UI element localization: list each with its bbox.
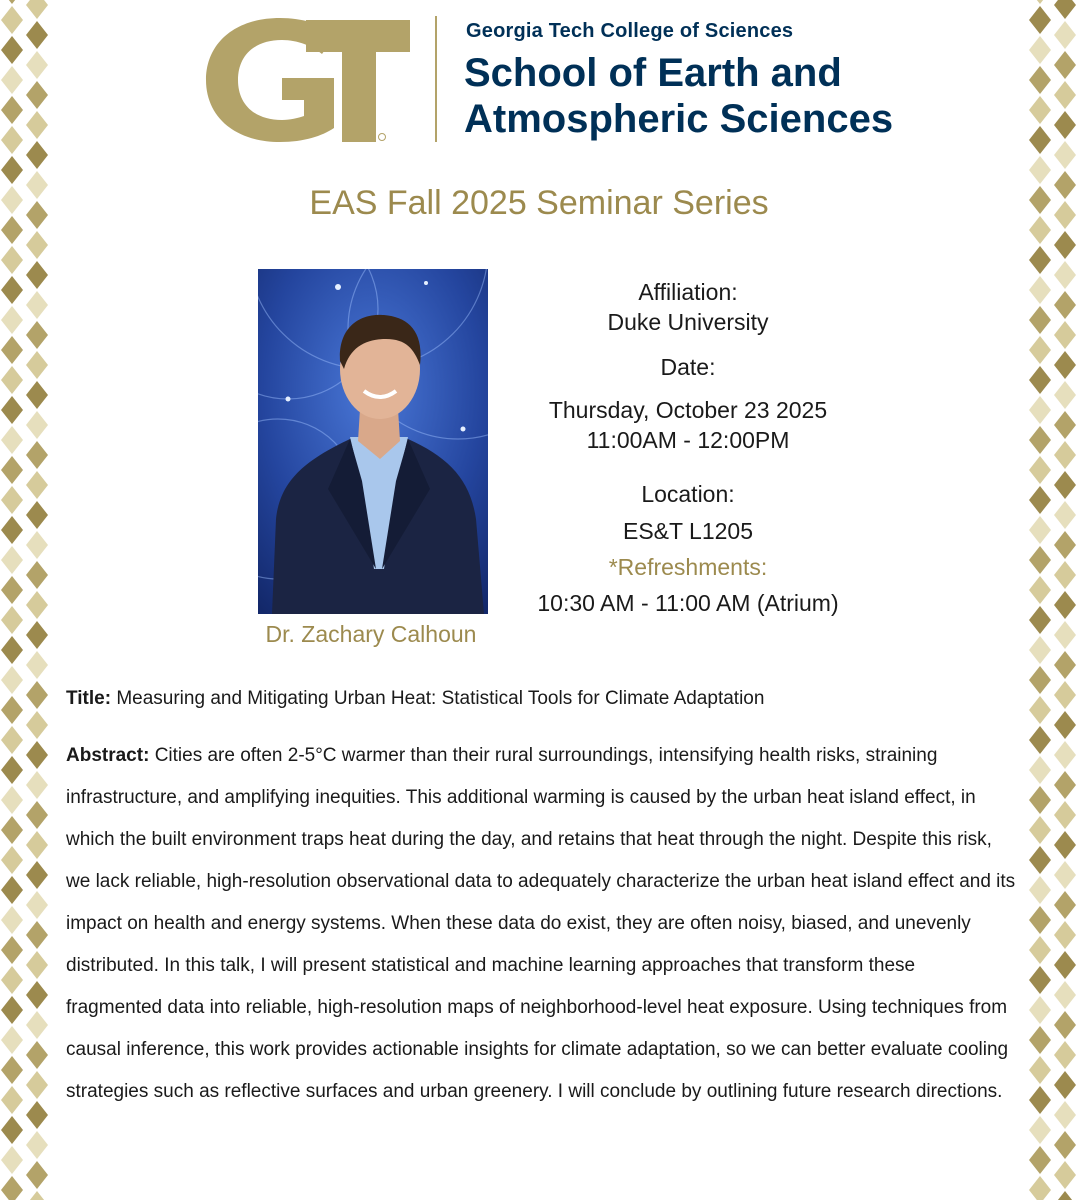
- border-diamond: [1, 1086, 23, 1114]
- border-diamond: [1054, 1041, 1076, 1069]
- school-name-line1: School of Earth and: [464, 51, 842, 95]
- border-diamond: [1054, 1131, 1076, 1159]
- time-value: 11:00AM - 12:00PM: [586, 427, 790, 453]
- border-diamond: [1, 1116, 23, 1144]
- border-diamond: [1054, 471, 1076, 499]
- date-value: Thursday, October 23 2025: [548, 397, 828, 423]
- date-label: Date:: [660, 354, 716, 380]
- border-diamond: [1029, 276, 1051, 304]
- refreshments-value: 10:30 AM - 11:00 AM (Atrium): [537, 590, 839, 616]
- border-diamond: [1029, 546, 1051, 574]
- border-diamond: [1029, 636, 1051, 664]
- border-diamond: [26, 1161, 48, 1189]
- border-diamond: [26, 441, 48, 469]
- border-diamond: [1029, 1086, 1051, 1114]
- border-diamond: [1054, 921, 1076, 949]
- border-diamond: [1029, 336, 1051, 364]
- border-diamond: [1029, 306, 1051, 334]
- border-diamond: [1054, 21, 1076, 49]
- border-diamond: [1, 96, 23, 124]
- border-diamond: [1054, 891, 1076, 919]
- border-diamond: [1029, 1146, 1051, 1174]
- school-name: [464, 50, 893, 142]
- border-diamond: [1029, 426, 1051, 454]
- abstract: [66, 735, 1016, 1113]
- border-diamond: [1054, 381, 1076, 409]
- border-diamond: [26, 291, 48, 319]
- border-diamond: [1, 576, 23, 604]
- border-diamond: [26, 141, 48, 169]
- border-diamond: [26, 951, 48, 979]
- border-diamond: [1029, 126, 1051, 154]
- border-diamond: [26, 621, 48, 649]
- border-diamond: [1029, 966, 1051, 994]
- border-diamond: [26, 321, 48, 349]
- border-diamond: [26, 561, 48, 589]
- border-diamond: [26, 771, 48, 799]
- location-value: ES&T L1205: [622, 518, 753, 544]
- school-name-line2: Atmospheric Sciences: [464, 97, 894, 141]
- border-diamond: [26, 891, 48, 919]
- border-diamond: [1029, 1176, 1051, 1200]
- talk-title: [66, 688, 764, 710]
- border-diamond: [1054, 291, 1076, 319]
- border-diamond: [1029, 816, 1051, 844]
- border-diamond: [1, 906, 23, 934]
- border-diamond: [1, 666, 23, 694]
- border-diamond: [1054, 771, 1076, 799]
- college-name: Georgia Tech College of Sciences: [466, 20, 794, 42]
- border-diamond: [26, 231, 48, 259]
- border-diamond: [26, 801, 48, 829]
- border-diamond: [1054, 1011, 1076, 1039]
- border-diamond: [26, 501, 48, 529]
- border-diamond: [1, 636, 23, 664]
- border-diamond: [1054, 351, 1076, 379]
- border-diamond: [26, 411, 48, 439]
- border-diamond: [1029, 36, 1051, 64]
- border-diamond: [1, 276, 23, 304]
- border-diamond: [1054, 0, 1076, 19]
- border-diamond: [1, 486, 23, 514]
- border-diamond: [1054, 951, 1076, 979]
- affiliation-value: Duke University: [607, 309, 769, 335]
- border-diamond: [1029, 66, 1051, 94]
- border-diamond: [1, 366, 23, 394]
- border-diamond: [1, 726, 23, 754]
- border-diamond: [26, 681, 48, 709]
- border-diamond: [26, 471, 48, 499]
- border-diamond: [1029, 1056, 1051, 1084]
- border-diamond: [26, 711, 48, 739]
- location-label: Location:: [641, 481, 735, 507]
- border-diamond: [1, 426, 23, 454]
- border-diamond: [1, 606, 23, 634]
- abstract-text: Cities are often 2-5°C warmer than their rural surroundings, intensifying health risks, straining infrastructure, and amplifying inequities. This additional warming is caused by the urban heat island effect, in which the built environment traps heat during the day, and retains that heat through the night. Despite this risk, we lack reliable, high-resolution observational data to adequately characterize the urban heat island effect and its impact on health and energy systems. When these data do exist, they are often noisy, biased, and unevenly distributed. In this talk, I will present statistical and machine learning approaches that transform these fragmented data into reliable, high-resolution maps of neighborhood-level heat exposure. Using techniques from causal inference, this work provides actionable insights for climate adaptation, so we can better evaluate cooling strategies such as reflective surfaces and urban greenery. I will conclude by outlining future research directions.: [66, 745, 1016, 1102]
- border-diamond: [1, 756, 23, 784]
- border-diamond: [1, 1026, 23, 1054]
- border-diamond: [1054, 621, 1076, 649]
- border-diamond: [26, 831, 48, 859]
- border-diamond: [1054, 1071, 1076, 1099]
- border-diamond: [1, 396, 23, 424]
- border-diamond: [1, 0, 23, 4]
- speaker-name: Dr. Zachary Calhoun: [265, 621, 477, 647]
- border-diamond: [1029, 606, 1051, 634]
- border-diamond: [1054, 261, 1076, 289]
- affiliation-label: Affiliation:: [638, 279, 738, 305]
- border-diamond: [1029, 936, 1051, 964]
- border-diamond: [1054, 681, 1076, 709]
- border-diamond: [1054, 741, 1076, 769]
- border-diamond: [1029, 876, 1051, 904]
- border-diamond: [1, 966, 23, 994]
- border-diamond: [1029, 786, 1051, 814]
- border-diamond: [26, 51, 48, 79]
- border-diamond: [1029, 666, 1051, 694]
- border-diamond: [1, 786, 23, 814]
- border-diamond: [26, 381, 48, 409]
- border-diamond: [1029, 6, 1051, 34]
- border-diamond: [26, 1191, 48, 1200]
- left-diamond-border: [0, 0, 50, 1200]
- gt-logo: [198, 12, 418, 147]
- border-diamond: [1029, 576, 1051, 604]
- border-diamond: [26, 1041, 48, 1069]
- title-label: Title:: [66, 688, 112, 709]
- border-diamond: [1029, 456, 1051, 484]
- border-diamond: [1, 306, 23, 334]
- border-diamond: [26, 591, 48, 619]
- border-diamond: [1029, 396, 1051, 424]
- border-diamond: [1, 696, 23, 724]
- border-diamond: [26, 261, 48, 289]
- border-diamond: [1054, 591, 1076, 619]
- right-diamond-border: [1028, 0, 1078, 1200]
- border-diamond: [26, 351, 48, 379]
- border-diamond: [1054, 1161, 1076, 1189]
- border-diamond: [1054, 1191, 1076, 1200]
- border-diamond: [1, 1146, 23, 1174]
- border-diamond: [1054, 561, 1076, 589]
- border-diamond: [26, 1011, 48, 1039]
- refreshments-label: *Refreshments:: [608, 554, 768, 580]
- speaker-photo: [258, 269, 488, 614]
- border-diamond: [1, 816, 23, 844]
- border-diamond: [1054, 501, 1076, 529]
- border-diamond: [1029, 1026, 1051, 1054]
- border-diamond: [1029, 486, 1051, 514]
- border-diamond: [1029, 996, 1051, 1024]
- border-diamond: [1, 126, 23, 154]
- border-diamond: [26, 651, 48, 679]
- border-diamond: [1, 66, 23, 94]
- border-diamond: [1, 456, 23, 484]
- border-diamond: [1, 546, 23, 574]
- border-diamond: [1, 876, 23, 904]
- border-diamond: [26, 111, 48, 139]
- border-diamond: [1029, 906, 1051, 934]
- border-diamond: [26, 1131, 48, 1159]
- border-diamond: [26, 81, 48, 109]
- border-diamond: [1029, 1116, 1051, 1144]
- border-diamond: [26, 741, 48, 769]
- border-diamond: [1029, 726, 1051, 754]
- border-diamond: [1054, 531, 1076, 559]
- border-diamond: [1029, 96, 1051, 124]
- border-diamond: [26, 0, 48, 19]
- border-diamond: [1029, 756, 1051, 784]
- border-diamond: [1054, 81, 1076, 109]
- border-diamond: [1054, 411, 1076, 439]
- abstract-label: Abstract:: [66, 745, 150, 766]
- border-diamond: [1054, 651, 1076, 679]
- series-title: EAS Fall 2025 Seminar Series: [309, 184, 769, 222]
- border-diamond: [1054, 1101, 1076, 1129]
- border-diamond: [1054, 231, 1076, 259]
- border-diamond: [1054, 51, 1076, 79]
- title-text: Measuring and Mitigating Urban Heat: Statistical Tools for Climate Adaptation: [116, 688, 765, 709]
- border-diamond: [26, 1071, 48, 1099]
- border-diamond: [1054, 321, 1076, 349]
- border-diamond: [1, 516, 23, 544]
- border-diamond: [1, 936, 23, 964]
- border-diamond: [26, 1101, 48, 1129]
- border-diamond: [26, 21, 48, 49]
- border-diamond: [1054, 441, 1076, 469]
- border-diamond: [26, 921, 48, 949]
- border-diamond: [1054, 831, 1076, 859]
- border-diamond: [1054, 711, 1076, 739]
- border-diamond: [1, 1176, 23, 1200]
- border-diamond: [1, 1056, 23, 1084]
- border-diamond: [1, 996, 23, 1024]
- border-diamond: [1029, 516, 1051, 544]
- border-diamond: [26, 981, 48, 1009]
- border-diamond: [1029, 366, 1051, 394]
- border-diamond: [1029, 0, 1051, 4]
- border-diamond: [1054, 141, 1076, 169]
- border-diamond: [1054, 111, 1076, 139]
- border-diamond: [1, 246, 23, 274]
- border-diamond: [1029, 846, 1051, 874]
- border-diamond: [1029, 246, 1051, 274]
- border-diamond: [1, 6, 23, 34]
- border-diamond: [1, 156, 23, 184]
- border-diamond: [1054, 981, 1076, 1009]
- border-diamond: [1054, 801, 1076, 829]
- border-diamond: [1, 36, 23, 64]
- header: [198, 12, 898, 147]
- border-diamond: [1, 336, 23, 364]
- border-diamond: [1029, 156, 1051, 184]
- border-diamond: [1029, 696, 1051, 724]
- border-diamond: [1, 846, 23, 874]
- border-diamond: [26, 861, 48, 889]
- border-diamond: [1054, 861, 1076, 889]
- border-diamond: [26, 531, 48, 559]
- header-divider: [435, 16, 437, 142]
